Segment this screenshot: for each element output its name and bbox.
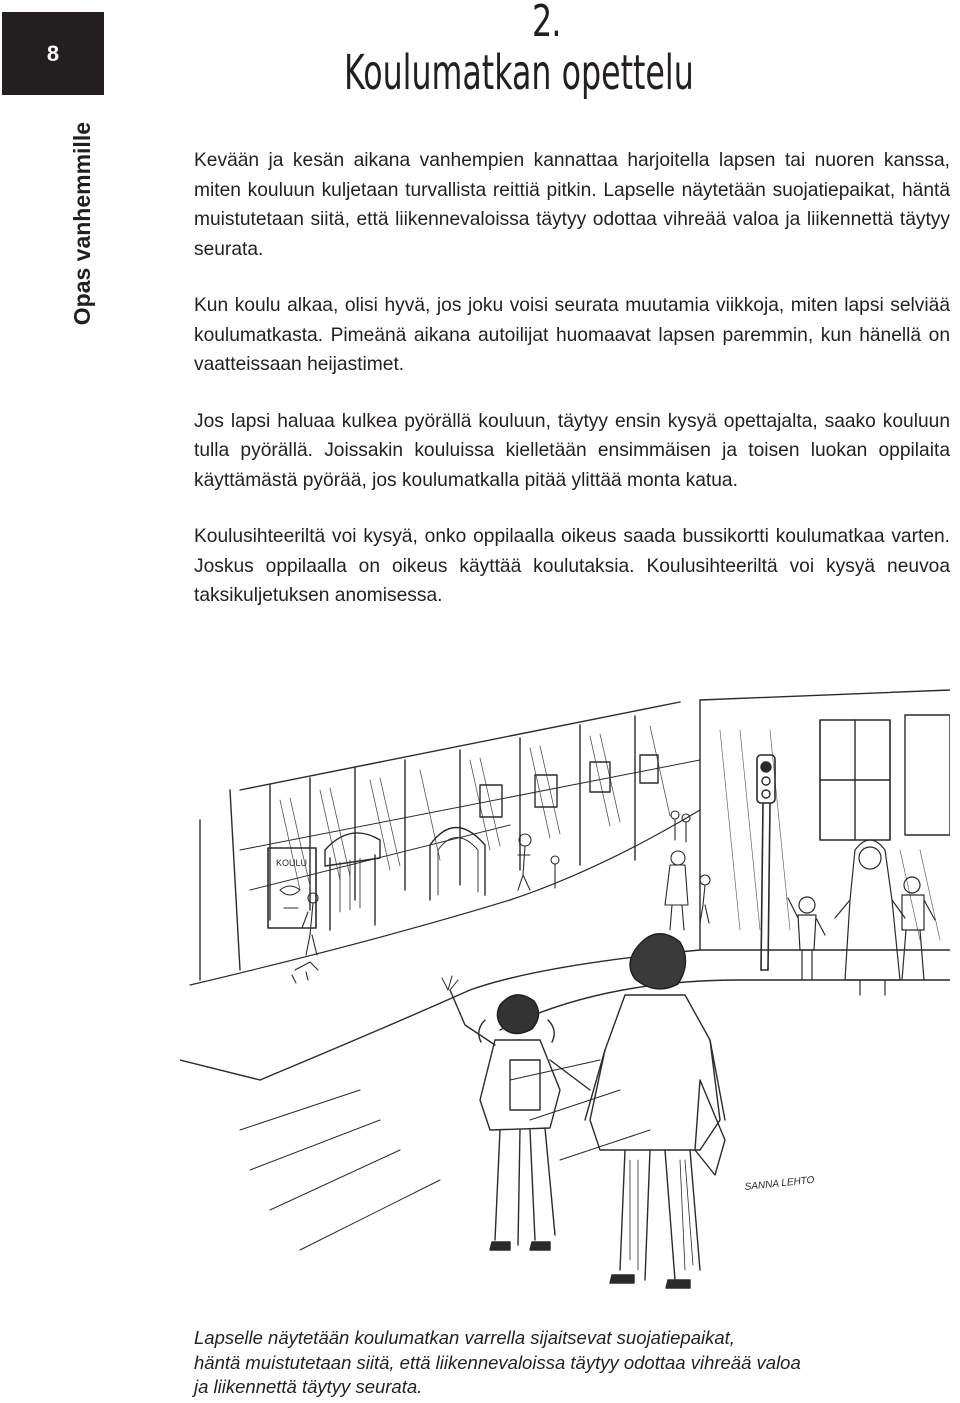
sign-text: KOULU <box>276 858 308 868</box>
chapter-title: Koulumatkan opettelu <box>344 45 694 101</box>
figure-caption <box>194 1326 934 1400</box>
side-label: Opas vanhemmille <box>69 122 95 326</box>
paragraph: Jos lapsi haluaa kulkea pyörällä kouluun, täytyy ensin kysyä opettajalta, saako kouluun tulla pyörällä. Joissakin kouluissa kielletään ensimmäisen ja toisen luokan oppilaita käyttämästä pyörää, jos koulumatkalla pitää ylittää monta katua. <box>194 410 950 491</box>
artist-signature: SANNA LEHTO <box>744 1174 815 1193</box>
road <box>180 810 950 1250</box>
paragraph: Kevään ja kesän aikana vanhempien kannattaa harjoitella lapsen tai nuoren kanssa, miten kouluun kuljetaan turvallista reittiä pitkin. Lapselle näytetään suojatiepaikat, häntä muistutetaan siitä, että liikennevaloissa täytyy odottaa vihreää valoa ja liikennettä täytyy seurata. <box>194 150 950 260</box>
left-building <box>200 702 700 980</box>
right-people <box>788 840 935 995</box>
main-figures <box>442 934 725 1288</box>
caption-line: Lapselle näytetään koulumatkan varrella sijaitsevat suojatiepaikat, <box>194 1327 735 1348</box>
page-number-box <box>2 12 104 95</box>
body-text <box>194 146 950 638</box>
paragraph: Kun koulu alkaa, olisi hyvä, jos joku voisi seurata muutamia viikkoja, miten lapsi selviää koulumatkasta. Pimeänä aikana autoilijat huomaavat lapsen paremmin, kun hänellä on vaatteissaan heijastimet. <box>194 295 950 375</box>
paragraph: Koulusihteeriltä voi kysyä, onko oppilaalla oikeus saada bussikortti koulumatkaa varten. Joskus oppilaalla on oikeus käyttää koulutaksia. Koulusihteeriltä voi kysyä neuvoa taksikuljetuksen anomisessa. <box>194 526 950 606</box>
chapter-number: 2. <box>532 0 561 47</box>
page-number: 8 <box>46 40 60 66</box>
caption-line: ja liikennettä täytyy seurata. <box>194 1376 423 1397</box>
street-illustration <box>180 650 950 1320</box>
right-building <box>700 690 950 950</box>
traffic-light <box>757 755 775 970</box>
caption-line: häntä muistutetaan siitä, että liikennevaloissa täytyy odottaa vihreää valoa <box>194 1351 801 1373</box>
